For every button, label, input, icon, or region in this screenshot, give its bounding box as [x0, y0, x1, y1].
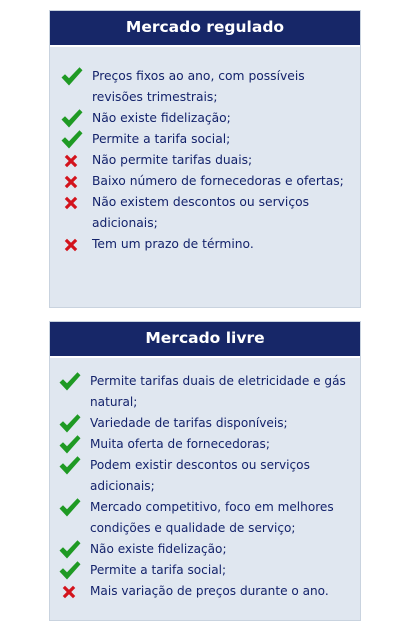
check-icon	[58, 560, 82, 581]
list-item-text: Muita oferta de fornecedoras;	[90, 437, 270, 451]
list-item	[56, 455, 354, 497]
check-icon	[58, 413, 82, 434]
check-icon	[58, 434, 82, 455]
check-icon	[58, 455, 82, 476]
free-market-title: Mercado livre	[50, 322, 360, 358]
list-item-text: Não existem descontos ou serviços adicionais;	[92, 195, 310, 230]
cross-icon	[60, 192, 84, 213]
list-item	[56, 497, 354, 539]
list-item-text: Baixo número de fornecedoras e ofertas;	[92, 174, 344, 188]
list-item	[58, 171, 352, 192]
check-icon	[58, 497, 82, 518]
list-item-text: Permite a tarifa social;	[92, 132, 231, 146]
regulated-market-title: Mercado regulado	[50, 11, 360, 47]
list-item-text: Mercado competitivo, foco em melhores condições e qualidade de serviço;	[90, 500, 334, 535]
list-item	[58, 150, 352, 171]
list-item	[56, 539, 354, 560]
list-item-text: Permite tarifas duais de eletricidade e gás natural;	[90, 374, 346, 409]
list-item	[58, 66, 352, 108]
list-item-text: Não existe fidelização;	[90, 542, 227, 556]
list-item	[56, 560, 354, 581]
list-item-text: Podem existir descontos ou serviços adicionais;	[90, 458, 310, 493]
list-item-text: Permite a tarifa social;	[90, 563, 227, 577]
list-item	[58, 108, 352, 129]
list-item-text: Não permite tarifas duais;	[92, 153, 253, 167]
check-icon	[60, 108, 84, 129]
free-market-list	[50, 358, 360, 602]
list-item	[58, 234, 352, 255]
cross-icon	[58, 581, 82, 602]
list-item	[56, 413, 354, 434]
list-item-text: Mais variação de preços durante o ano.	[90, 584, 329, 598]
cross-icon	[60, 234, 84, 255]
check-icon	[58, 539, 82, 560]
list-item-text: Preços fixos ao ano, com possíveis revisões trimestrais;	[92, 69, 305, 104]
list-item-text: Não existe fidelização;	[92, 111, 231, 125]
list-item	[56, 434, 354, 455]
cross-icon	[60, 171, 84, 192]
cross-icon	[60, 150, 84, 171]
list-item-text: Variedade de tarifas disponíveis;	[90, 416, 288, 430]
list-item	[56, 581, 354, 602]
check-icon	[60, 129, 84, 150]
list-item	[58, 129, 352, 150]
regulated-market-panel	[49, 10, 361, 308]
list-item-text: Tem um prazo de término.	[92, 237, 254, 251]
check-icon	[58, 371, 82, 392]
free-market-panel	[49, 321, 361, 621]
regulated-market-list	[50, 47, 360, 255]
list-item	[58, 192, 352, 234]
check-icon	[60, 66, 84, 87]
list-item	[56, 371, 354, 413]
